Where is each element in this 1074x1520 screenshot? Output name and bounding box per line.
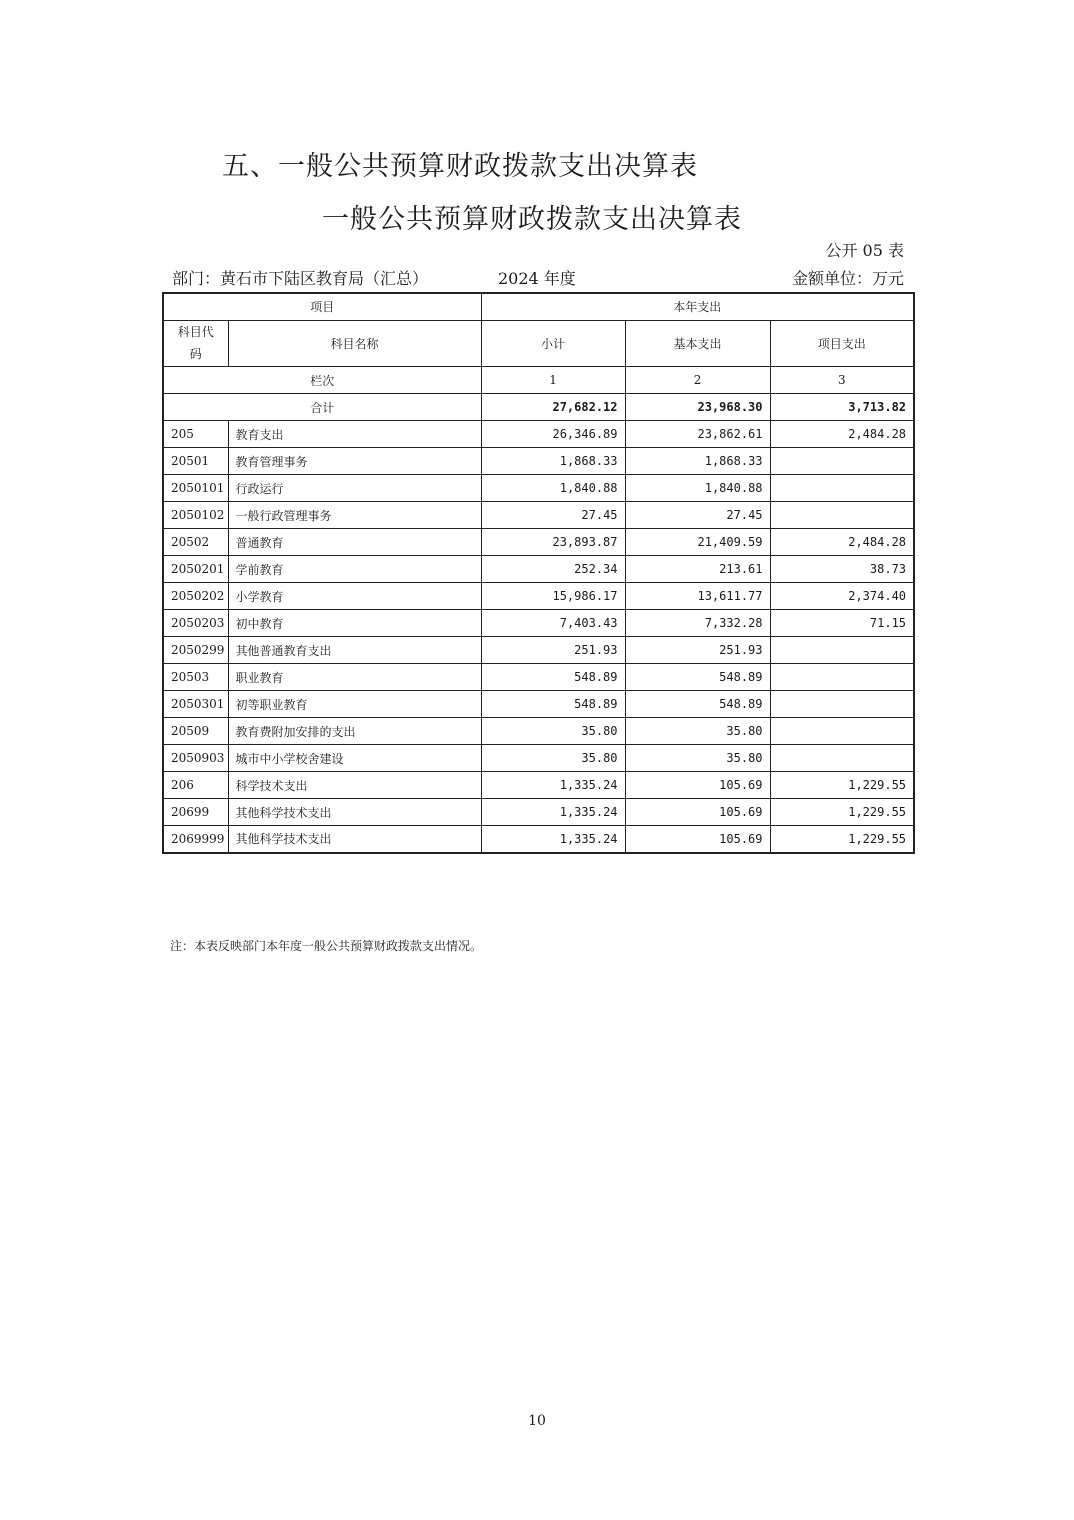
page-number: 10	[528, 1413, 546, 1429]
row-name: 一般行政管理事务	[228, 502, 481, 529]
table-row	[163, 529, 914, 556]
row-code: 2050301	[163, 691, 228, 718]
row-subtotal: 1,335.24	[481, 772, 625, 799]
row-subtotal: 1,335.24	[481, 799, 625, 826]
row-subtotal: 548.89	[481, 664, 625, 691]
column-index-3: 3	[770, 367, 914, 394]
row-name: 初等职业教育	[228, 691, 481, 718]
row-name: 行政运行	[228, 475, 481, 502]
expenditure-table	[162, 292, 915, 854]
row-code: 2050203	[163, 610, 228, 637]
row-project	[770, 718, 914, 745]
header-project: 项目支出	[770, 320, 914, 367]
row-name: 教育支出	[228, 421, 481, 448]
table-row	[163, 637, 914, 664]
row-basic: 105.69	[625, 772, 770, 799]
row-code: 20501	[163, 448, 228, 475]
table-row	[163, 799, 914, 826]
row-basic: 35.80	[625, 718, 770, 745]
header-row-columns	[163, 320, 914, 367]
table-row	[163, 772, 914, 799]
header-subtotal: 小计	[481, 320, 625, 367]
row-basic: 548.89	[625, 691, 770, 718]
table-note: 注：本表反映部门本年度一般公共预算财政拨款支出情况。	[170, 939, 483, 953]
total-row	[163, 394, 914, 421]
table-row	[163, 610, 914, 637]
row-subtotal: 35.80	[481, 745, 625, 772]
row-basic: 548.89	[625, 664, 770, 691]
row-name: 学前教育	[228, 556, 481, 583]
row-code: 205	[163, 421, 228, 448]
row-project	[770, 502, 914, 529]
department-label: 部门：黄石市下陆区教育局（汇总）	[172, 269, 429, 288]
row-name: 普通教育	[228, 529, 481, 556]
row-project: 2,484.28	[770, 421, 914, 448]
row-basic: 13,611.77	[625, 583, 770, 610]
row-name: 其他科学技术支出	[228, 799, 481, 826]
row-project	[770, 664, 914, 691]
table-row	[163, 664, 914, 691]
section-title: 五、一般公共预算财政拨款支出决算表	[222, 151, 698, 182]
header-item: 项目	[163, 293, 481, 320]
row-project	[770, 637, 914, 664]
header-current-year: 本年支出	[481, 293, 914, 320]
row-name: 职业教育	[228, 664, 481, 691]
column-index-label: 栏次	[163, 367, 481, 394]
row-code: 2050201	[163, 556, 228, 583]
row-name: 教育管理事务	[228, 448, 481, 475]
row-subtotal: 15,986.17	[481, 583, 625, 610]
header-code	[163, 320, 228, 367]
fiscal-year-label: 2024 年度	[498, 269, 576, 288]
row-code: 20502	[163, 529, 228, 556]
row-subtotal: 548.89	[481, 691, 625, 718]
row-subtotal: 1,868.33	[481, 448, 625, 475]
row-code: 2050903	[163, 745, 228, 772]
row-code: 2069999	[163, 826, 228, 853]
table-row	[163, 826, 914, 853]
row-project	[770, 475, 914, 502]
table-row	[163, 556, 914, 583]
header-code-line1: 科目代	[177, 324, 214, 339]
table-row	[163, 502, 914, 529]
header-basic: 基本支出	[625, 320, 770, 367]
row-basic: 1,868.33	[625, 448, 770, 475]
row-project: 1,229.55	[770, 826, 914, 853]
header-code-line2: 码	[189, 347, 202, 362]
row-basic: 27.45	[625, 502, 770, 529]
table-row	[163, 745, 914, 772]
row-basic: 105.69	[625, 799, 770, 826]
row-basic: 7,332.28	[625, 610, 770, 637]
row-project	[770, 448, 914, 475]
column-index-row	[163, 367, 914, 394]
row-code: 2050101	[163, 475, 228, 502]
amount-unit-label: 金额单位：万元	[791, 269, 904, 288]
row-name: 教育费附加安排的支出	[228, 718, 481, 745]
row-subtotal: 23,893.87	[481, 529, 625, 556]
header-row-group	[163, 293, 914, 320]
row-code: 2050102	[163, 502, 228, 529]
row-subtotal: 251.93	[481, 637, 625, 664]
row-project: 2,484.28	[770, 529, 914, 556]
row-code: 20503	[163, 664, 228, 691]
column-index-2: 2	[625, 367, 770, 394]
row-name: 城市中小学校舍建设	[228, 745, 481, 772]
row-project	[770, 691, 914, 718]
row-name: 小学教育	[228, 583, 481, 610]
row-basic: 35.80	[625, 745, 770, 772]
row-code: 206	[163, 772, 228, 799]
row-project: 2,374.40	[770, 583, 914, 610]
row-subtotal: 252.34	[481, 556, 625, 583]
total-project: 3,713.82	[770, 394, 914, 421]
row-name: 其他科学技术支出	[228, 826, 481, 853]
row-project: 38.73	[770, 556, 914, 583]
row-subtotal: 26,346.89	[481, 421, 625, 448]
row-subtotal: 7,403.43	[481, 610, 625, 637]
table-row	[163, 691, 914, 718]
row-basic: 23,862.61	[625, 421, 770, 448]
form-number: 公开 05 表	[825, 241, 904, 260]
row-project	[770, 745, 914, 772]
row-basic: 21,409.59	[625, 529, 770, 556]
total-basic: 23,968.30	[625, 394, 770, 421]
row-project: 71.15	[770, 610, 914, 637]
row-basic: 213.61	[625, 556, 770, 583]
row-basic: 251.93	[625, 637, 770, 664]
row-project: 1,229.55	[770, 772, 914, 799]
table-row	[163, 718, 914, 745]
row-subtotal: 27.45	[481, 502, 625, 529]
table-row	[163, 583, 914, 610]
row-code: 20699	[163, 799, 228, 826]
row-code: 2050202	[163, 583, 228, 610]
row-basic: 105.69	[625, 826, 770, 853]
row-name: 其他普通教育支出	[228, 637, 481, 664]
row-name: 科学技术支出	[228, 772, 481, 799]
row-subtotal: 35.80	[481, 718, 625, 745]
table-row	[163, 421, 914, 448]
table-row	[163, 448, 914, 475]
row-project: 1,229.55	[770, 799, 914, 826]
row-subtotal: 1,335.24	[481, 826, 625, 853]
table-title: 一般公共预算财政拨款支出决算表	[322, 204, 742, 235]
header-name: 科目名称	[228, 320, 481, 367]
table-row	[163, 475, 914, 502]
total-label: 合计	[163, 394, 481, 421]
row-code: 20509	[163, 718, 228, 745]
row-code: 2050299	[163, 637, 228, 664]
row-name: 初中教育	[228, 610, 481, 637]
row-subtotal: 1,840.88	[481, 475, 625, 502]
row-basic: 1,840.88	[625, 475, 770, 502]
total-subtotal: 27,682.12	[481, 394, 625, 421]
column-index-1: 1	[481, 367, 625, 394]
